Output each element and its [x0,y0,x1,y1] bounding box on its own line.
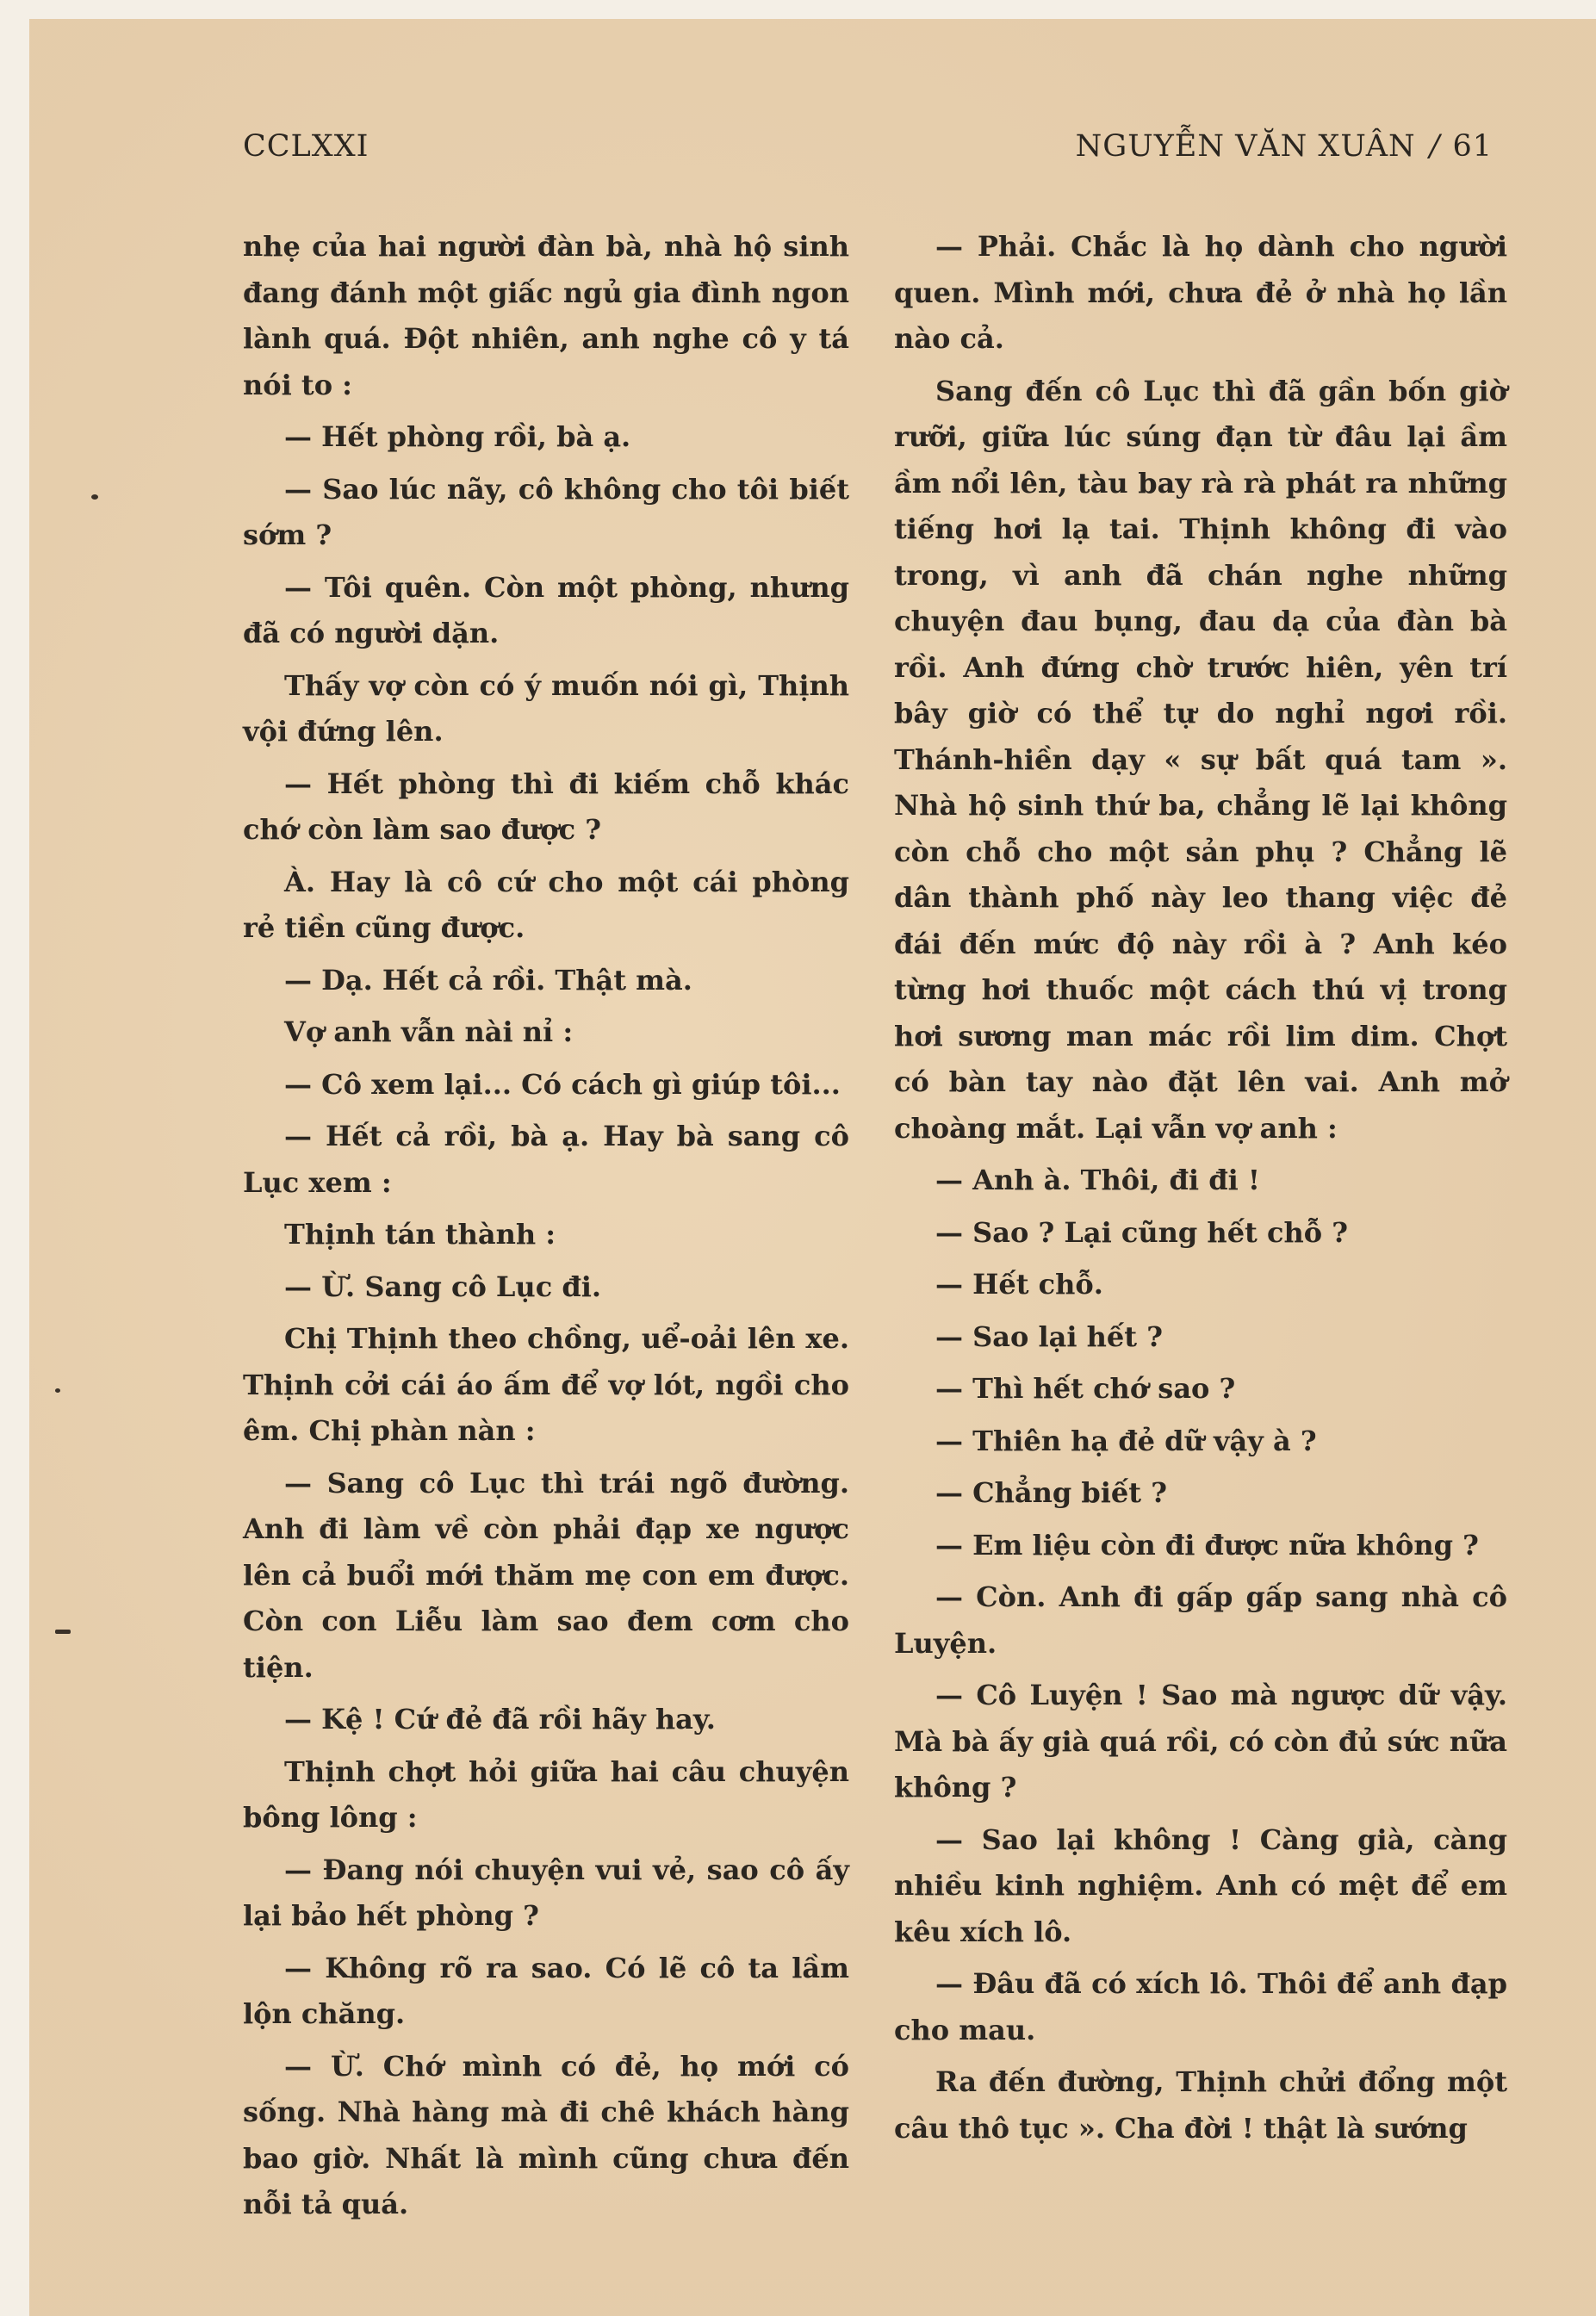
paragraph: — Không rõ ra sao. Có lẽ cô ta lầm lộn chăng. [243,1951,849,2030]
paragraph: Vợ anh vẫn nài nỉ : [284,1015,574,1048]
paragraph: Thịnh tán thành : [284,1218,556,1251]
paragraph: Thấy vợ còn có ý muốn nói gì, Thịnh vội đứng lên. [243,668,849,748]
paragraph: — Đang nói chuyện vui vẻ, sao cô ấy lại bảo hết phòng ? [243,1853,849,1932]
paragraph: — Sao lúc nãy, cô không cho tôi biết sớm ? [243,472,849,551]
paragraph: À. Hay là cô cứ cho một cái phòng rẻ tiền cũng được. [243,865,849,944]
chapter-number: CCLXXI [243,129,370,164]
running-title [1076,129,1493,164]
paragraph: Ra đến đường, Thịnh chửi đổng một câu thô tục ». Cha đời ! thật là sướng [894,2065,1507,2145]
paragraph: — Sang cô Lục thì trái ngõ đường. Anh đi làm về còn phải đạp xe ngược lên cả buổi mới thăm mẹ con em được. Còn con Liễu làm sao đem cơm cho tiện. [243,1466,849,1684]
paragraph: — Thì hết chớ sao ? [935,1372,1236,1405]
paragraph: — Dạ. Hết cả rồi. Thật mà. [284,963,692,997]
paragraph: Chị Thịnh theo chồng, uể-oải lên xe. Thịnh cởi cái áo ấm để vợ lót, ngồi cho êm. Chị phàn nàn : [243,1322,849,1447]
paragraph: — Hết chỗ. [935,1268,1103,1301]
paragraph: — Đâu đã có xích lô. Thôi để anh đạp cho mau. [894,1967,1507,2046]
ink-speck [91,494,98,500]
paragraph: — Chẳng biết ? [935,1476,1167,1509]
left-column [243,224,849,2234]
paragraph: — Phải. Chắc là họ dành cho người quen. Mình mới, chưa đẻ ở nhà họ lần nào cả. [894,230,1507,355]
paragraph: nhẹ của hai người đàn bà, nhà hộ sinh đang đánh một giấc ngủ gia đình ngon lành quá. Đột nhiên, anh nghe cô y tá nói to : [243,230,849,401]
page-number: 61 [1452,129,1493,164]
paragraph: — Tôi quên. Còn một phòng, nhưng đã có người dặn. [243,570,849,649]
paragraph: — Hết phòng rồi, bà ạ. [284,420,631,453]
paragraph: — Cô Luyện ! Sao mà ngược dữ vậy. Mà bà ấy già quá rồi, có còn đủ sức nữa không ? [894,1679,1507,1804]
paragraph: — Sao ? Lại cũng hết chỗ ? [935,1215,1348,1249]
page-header [243,129,1493,172]
paragraph: — Sao lại không ! Càng già, càng nhiều kinh nghiệm. Anh có mệt để em kêu xích lô. [894,1822,1507,1948]
paragraph: — Sao lại hết ? [935,1319,1163,1353]
book-page [29,19,1596,2316]
paragraph: — Ừ. Chớ mình có đẻ, họ mới có sống. Nhà hàng mà đi chê khách hàng bao giờ. Nhất là mình cũng chưa đến nỗi tả quá. [243,2049,849,2220]
paragraph: Thịnh chợt hỏi giữa hai câu chuyện bông lông : [243,1754,849,1834]
paragraph: — Hết phòng thì đi kiếm chỗ khác chớ còn làm sao được ? [243,767,849,846]
paragraph: — Kệ ! Cứ đẻ đã rồi hãy hay. [284,1703,716,1735]
right-column [894,224,1507,2158]
ink-speck [55,1630,71,1634]
author-name: NGUYỄN VĂN XUÂN [1075,129,1416,164]
paragraph: — Thiên hạ đẻ dữ vậy à ? [935,1424,1317,1457]
paragraph: — Cô xem lại... Có cách gì giúp tôi... [284,1067,841,1101]
ink-speck [55,1388,60,1393]
paragraph: Sang đến cô Lục thì đã gần bốn giờ rưỡi, giữa lúc súng đạn từ đâu lại ầm ầm nổi lên, tàu bay rà rà phát ra những tiếng hơi lạ tai. Thịnh không đi vào trong, vì anh đã chán nghe những chuyện đau bụng, đau dạ của đàn bà rồi. Anh đứng chờ trước hiên, yên trí bây giờ có thể tự do nghỉ ngơi rồi. Thánh-hiền dạy « sự bất quá tam ». Nhà hộ sinh thứ ba, chẳng lẽ lại không còn chỗ cho một sản phụ ? Chẳng lẽ dân thành phố này leo thang việc đẻ đái đến mức độ này rồi à ? Anh kéo từng hơi thuốc một cách thú vị trong hơi sương man mác rồi lim dim. Chợt có bàn tay nào đặt lên vai. Anh mở choàng mắt. Lại vẫn vợ anh : [894,374,1507,1145]
paragraph: — Ừ. Sang cô Lục đi. [284,1270,601,1303]
header-separator: / [1429,129,1441,164]
paragraph: — Hết cả rồi, bà ạ. Hay bà sang cô Lục xem : [243,1120,849,1199]
paragraph: — Anh à. Thôi, đi đi ! [935,1164,1260,1196]
paragraph: — Em liệu còn đi được nữa không ? [935,1528,1479,1562]
paragraph: — Còn. Anh đi gấp gấp sang nhà cô Luyện. [894,1580,1507,1660]
